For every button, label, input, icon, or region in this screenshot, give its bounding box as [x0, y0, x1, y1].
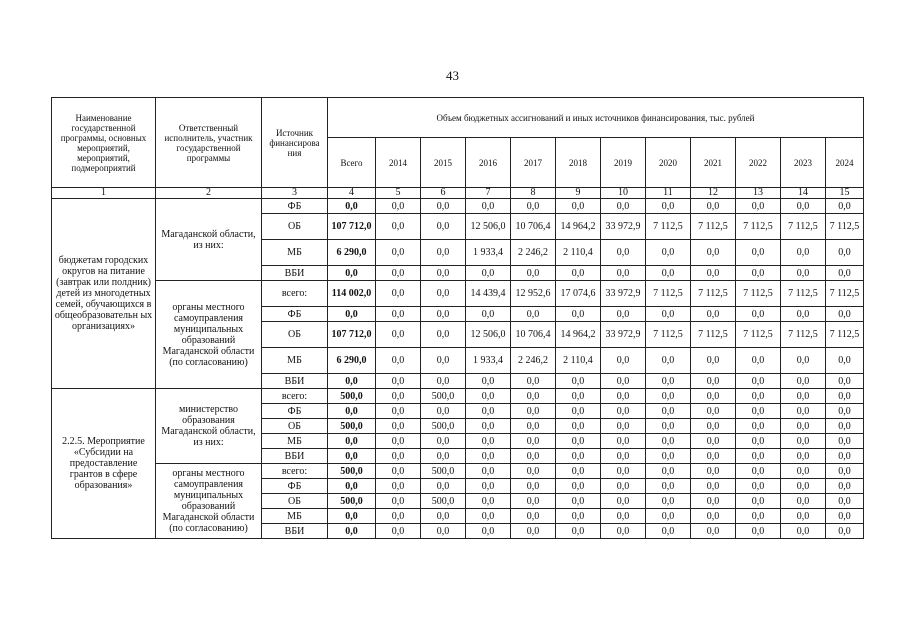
header-year: 2017: [511, 138, 556, 188]
year-value: 0,0: [511, 389, 556, 404]
header-funding: Объем бюджетных ассигнований и иных источников финансирования, тыс. рублей: [328, 98, 864, 138]
year-value: 12 506,0: [466, 214, 511, 240]
year-value: 0,0: [556, 307, 601, 322]
funding-source: МБ: [262, 434, 328, 449]
year-value: 0,0: [466, 374, 511, 389]
header-year: 2016: [466, 138, 511, 188]
year-value: 0,0: [556, 199, 601, 214]
year-value: 0,0: [421, 524, 466, 539]
year-value: 0,0: [781, 307, 826, 322]
table-row: [52, 389, 864, 404]
total-value: 500,0: [328, 464, 376, 479]
year-value: 0,0: [781, 464, 826, 479]
year-value: 0,0: [826, 524, 864, 539]
year-value: 0,0: [376, 494, 421, 509]
funding-source: ВБИ: [262, 266, 328, 281]
year-value: 0,0: [376, 464, 421, 479]
col-number: 9: [556, 188, 601, 199]
year-value: 500,0: [421, 494, 466, 509]
funding-source: всего:: [262, 464, 328, 479]
col-number: 13: [736, 188, 781, 199]
total-value: 0,0: [328, 479, 376, 494]
header-name: Наименование государственной программы, основных мероприятий, мероприятий, подмероприятий: [52, 98, 156, 188]
year-value: 0,0: [601, 374, 646, 389]
header-year: 2024: [826, 138, 864, 188]
year-value: 0,0: [376, 281, 421, 307]
year-value: 0,0: [601, 494, 646, 509]
year-value: 0,0: [511, 494, 556, 509]
executor-name: органы местного самоуправления муниципальных образований Магаданской области (по согласованию): [156, 281, 262, 389]
year-value: 0,0: [646, 494, 691, 509]
year-value: 0,0: [466, 494, 511, 509]
year-value: 0,0: [601, 449, 646, 464]
year-value: 0,0: [466, 266, 511, 281]
year-value: 0,0: [826, 434, 864, 449]
year-value: 0,0: [466, 524, 511, 539]
total-value: 500,0: [328, 419, 376, 434]
year-value: 0,0: [556, 494, 601, 509]
col-number: 4: [328, 188, 376, 199]
year-value: 0,0: [421, 307, 466, 322]
year-value: 7 112,5: [781, 214, 826, 240]
year-value: 0,0: [421, 434, 466, 449]
year-value: 7 112,5: [826, 281, 864, 307]
year-value: 0,0: [646, 404, 691, 419]
year-value: 0,0: [781, 479, 826, 494]
header-year-total: Всего: [328, 138, 376, 188]
year-value: 0,0: [826, 449, 864, 464]
year-value: 0,0: [556, 479, 601, 494]
year-value: 0,0: [826, 266, 864, 281]
total-value: 0,0: [328, 374, 376, 389]
year-value: 0,0: [781, 199, 826, 214]
funding-source: ОБ: [262, 419, 328, 434]
year-value: 0,0: [781, 419, 826, 434]
year-value: 0,0: [511, 449, 556, 464]
header-year: 2020: [646, 138, 691, 188]
year-value: 0,0: [511, 464, 556, 479]
total-value: 500,0: [328, 494, 376, 509]
funding-table: [51, 97, 864, 539]
year-value: 0,0: [601, 266, 646, 281]
year-value: 0,0: [826, 307, 864, 322]
year-value: 12 952,6: [511, 281, 556, 307]
year-value: 7 112,5: [736, 281, 781, 307]
year-value: 0,0: [421, 281, 466, 307]
total-value: 0,0: [328, 434, 376, 449]
year-value: 0,0: [466, 509, 511, 524]
header-year: 2022: [736, 138, 781, 188]
year-value: 0,0: [601, 404, 646, 419]
year-value: 7 112,5: [826, 214, 864, 240]
year-value: 0,0: [511, 479, 556, 494]
funding-source: ВБИ: [262, 524, 328, 539]
year-value: 0,0: [421, 374, 466, 389]
col-number: 14: [781, 188, 826, 199]
year-value: 0,0: [556, 449, 601, 464]
year-value: 0,0: [736, 348, 781, 374]
year-value: 0,0: [646, 266, 691, 281]
year-value: 500,0: [421, 419, 466, 434]
year-value: 0,0: [826, 240, 864, 266]
year-value: 0,0: [691, 240, 736, 266]
year-value: 0,0: [421, 199, 466, 214]
total-value: 0,0: [328, 524, 376, 539]
year-value: 14 439,4: [466, 281, 511, 307]
col-number: 3: [262, 188, 328, 199]
year-value: 0,0: [691, 199, 736, 214]
col-number: 7: [466, 188, 511, 199]
year-value: 7 112,5: [691, 322, 736, 348]
funding-source: ОБ: [262, 494, 328, 509]
year-value: 0,0: [691, 479, 736, 494]
executor-name: министерство образования Магаданской области, из них:: [156, 389, 262, 464]
year-value: 0,0: [466, 404, 511, 419]
year-value: 10 706,4: [511, 214, 556, 240]
year-value: 7 112,5: [781, 281, 826, 307]
year-value: 0,0: [466, 389, 511, 404]
year-value: 2 246,2: [511, 240, 556, 266]
total-value: 107 712,0: [328, 322, 376, 348]
year-value: 0,0: [736, 240, 781, 266]
year-value: 0,0: [736, 494, 781, 509]
year-value: 33 972,9: [601, 214, 646, 240]
year-value: 500,0: [421, 464, 466, 479]
year-value: 0,0: [466, 199, 511, 214]
year-value: 7 112,5: [646, 214, 691, 240]
year-value: 0,0: [556, 464, 601, 479]
year-value: 0,0: [601, 434, 646, 449]
year-value: 0,0: [736, 449, 781, 464]
funding-source: ФБ: [262, 307, 328, 322]
year-value: 0,0: [691, 434, 736, 449]
year-value: 0,0: [646, 240, 691, 266]
year-value: 0,0: [556, 419, 601, 434]
year-value: 7 112,5: [691, 281, 736, 307]
year-value: 0,0: [781, 509, 826, 524]
year-value: 2 110,4: [556, 240, 601, 266]
year-value: 0,0: [691, 404, 736, 419]
year-value: 0,0: [556, 509, 601, 524]
year-value: 0,0: [736, 464, 781, 479]
year-value: 0,0: [691, 374, 736, 389]
year-value: 0,0: [691, 419, 736, 434]
year-value: 0,0: [646, 374, 691, 389]
col-number: 2: [156, 188, 262, 199]
year-value: 0,0: [376, 479, 421, 494]
total-value: 0,0: [328, 199, 376, 214]
year-value: 0,0: [376, 307, 421, 322]
table-row: [52, 464, 864, 479]
header-year: 2023: [781, 138, 826, 188]
program-name: 2.2.5. Мероприятие «Субсидии на предоставление грантов в сфере образования»: [52, 389, 156, 539]
funding-source: ОБ: [262, 322, 328, 348]
year-value: 0,0: [646, 307, 691, 322]
total-value: 0,0: [328, 404, 376, 419]
year-value: 0,0: [556, 389, 601, 404]
funding-source: ФБ: [262, 199, 328, 214]
year-value: 0,0: [826, 509, 864, 524]
year-value: 0,0: [376, 348, 421, 374]
year-value: 0,0: [736, 479, 781, 494]
year-value: 17 074,6: [556, 281, 601, 307]
year-value: 0,0: [691, 509, 736, 524]
year-value: 33 972,9: [601, 281, 646, 307]
total-value: 107 712,0: [328, 214, 376, 240]
funding-source: всего:: [262, 281, 328, 307]
year-value: 7 112,5: [736, 322, 781, 348]
year-value: 0,0: [511, 509, 556, 524]
table-row: [52, 199, 864, 214]
year-value: 0,0: [376, 449, 421, 464]
year-value: 0,0: [736, 434, 781, 449]
year-value: 0,0: [736, 307, 781, 322]
funding-source: ВБИ: [262, 374, 328, 389]
year-value: 500,0: [421, 389, 466, 404]
year-value: 0,0: [376, 214, 421, 240]
year-value: 0,0: [466, 419, 511, 434]
year-value: 0,0: [646, 509, 691, 524]
year-value: 0,0: [826, 404, 864, 419]
year-value: 0,0: [421, 214, 466, 240]
year-value: 33 972,9: [601, 322, 646, 348]
year-value: 0,0: [691, 464, 736, 479]
year-value: 0,0: [646, 199, 691, 214]
year-value: 0,0: [646, 348, 691, 374]
year-value: 0,0: [736, 389, 781, 404]
year-value: 0,0: [601, 389, 646, 404]
year-value: 0,0: [826, 464, 864, 479]
col-number: 10: [601, 188, 646, 199]
year-value: 0,0: [421, 449, 466, 464]
program-name: бюджетам городских округов на питание (завтрак или полдник) детей из многодетных семей, обучающихся в общеобразовательн ых организациях»: [52, 199, 156, 389]
total-value: 0,0: [328, 509, 376, 524]
year-value: 0,0: [781, 348, 826, 374]
year-value: 0,0: [646, 464, 691, 479]
year-value: 0,0: [691, 266, 736, 281]
year-value: 0,0: [376, 374, 421, 389]
year-value: 0,0: [466, 434, 511, 449]
col-number: 1: [52, 188, 156, 199]
year-value: 0,0: [781, 449, 826, 464]
year-value: 2 110,4: [556, 348, 601, 374]
year-value: 0,0: [691, 524, 736, 539]
year-value: 0,0: [511, 266, 556, 281]
year-value: 0,0: [556, 404, 601, 419]
page-number: 43: [446, 68, 459, 83]
year-value: 0,0: [376, 434, 421, 449]
year-value: 0,0: [511, 434, 556, 449]
year-value: 0,0: [646, 479, 691, 494]
year-value: 0,0: [511, 419, 556, 434]
year-value: 0,0: [826, 479, 864, 494]
col-number: 8: [511, 188, 556, 199]
year-value: 14 964,2: [556, 214, 601, 240]
year-value: 0,0: [556, 434, 601, 449]
header-source: Источник финансирова ния: [262, 98, 328, 188]
funding-source: ВБИ: [262, 449, 328, 464]
total-value: 6 290,0: [328, 240, 376, 266]
year-value: 0,0: [556, 374, 601, 389]
year-value: 0,0: [736, 404, 781, 419]
year-value: 10 706,4: [511, 322, 556, 348]
year-value: 0,0: [376, 524, 421, 539]
year-value: 0,0: [601, 199, 646, 214]
total-value: 0,0: [328, 449, 376, 464]
year-value: 0,0: [511, 199, 556, 214]
year-value: 7 112,5: [646, 281, 691, 307]
year-value: 0,0: [601, 307, 646, 322]
year-value: 0,0: [691, 449, 736, 464]
funding-source: ФБ: [262, 404, 328, 419]
year-value: 0,0: [736, 199, 781, 214]
year-value: 0,0: [466, 307, 511, 322]
year-value: 0,0: [376, 199, 421, 214]
year-value: 0,0: [601, 419, 646, 434]
year-value: 0,0: [421, 479, 466, 494]
year-value: 0,0: [466, 464, 511, 479]
year-value: 0,0: [421, 509, 466, 524]
col-number: 15: [826, 188, 864, 199]
year-value: 0,0: [601, 464, 646, 479]
year-value: 0,0: [736, 509, 781, 524]
total-value: 500,0: [328, 389, 376, 404]
year-value: 0,0: [421, 240, 466, 266]
header-year: 2019: [601, 138, 646, 188]
funding-source: МБ: [262, 240, 328, 266]
funding-table-body: [52, 199, 864, 539]
year-value: 0,0: [736, 524, 781, 539]
year-value: 0,0: [826, 374, 864, 389]
year-value: 0,0: [376, 389, 421, 404]
year-value: 0,0: [421, 348, 466, 374]
funding-source: всего:: [262, 389, 328, 404]
header-year: 2014: [376, 138, 421, 188]
year-value: 2 246,2: [511, 348, 556, 374]
year-value: 0,0: [511, 404, 556, 419]
year-value: 0,0: [511, 374, 556, 389]
year-value: 0,0: [646, 419, 691, 434]
year-value: 0,0: [646, 434, 691, 449]
funding-table-container: [51, 97, 864, 539]
col-number: 5: [376, 188, 421, 199]
year-value: 14 964,2: [556, 322, 601, 348]
year-value: 0,0: [736, 266, 781, 281]
executor-name: органы местного самоуправления муниципальных образований Магаданской области (по согласованию): [156, 464, 262, 539]
year-value: 0,0: [691, 389, 736, 404]
year-value: 0,0: [421, 404, 466, 419]
year-value: 0,0: [691, 348, 736, 374]
year-value: 0,0: [781, 240, 826, 266]
funding-source: МБ: [262, 509, 328, 524]
year-value: 0,0: [376, 404, 421, 419]
year-value: 0,0: [646, 524, 691, 539]
year-value: 0,0: [421, 322, 466, 348]
funding-source: МБ: [262, 348, 328, 374]
year-value: 0,0: [781, 266, 826, 281]
total-value: 114 002,0: [328, 281, 376, 307]
year-value: 0,0: [691, 494, 736, 509]
col-number: 12: [691, 188, 736, 199]
year-value: 0,0: [376, 419, 421, 434]
year-value: 7 112,5: [691, 214, 736, 240]
year-value: 0,0: [376, 240, 421, 266]
header-executor: Ответственный исполнитель, участник государственной программы: [156, 98, 262, 188]
year-value: 0,0: [736, 419, 781, 434]
year-value: 0,0: [781, 374, 826, 389]
year-value: 0,0: [376, 266, 421, 281]
funding-source: ФБ: [262, 479, 328, 494]
year-value: 0,0: [421, 266, 466, 281]
year-value: 0,0: [826, 348, 864, 374]
total-value: 6 290,0: [328, 348, 376, 374]
table-row: [52, 281, 864, 307]
year-value: 0,0: [466, 449, 511, 464]
year-value: 0,0: [376, 509, 421, 524]
year-value: 12 506,0: [466, 322, 511, 348]
col-number: 11: [646, 188, 691, 199]
year-value: 0,0: [601, 479, 646, 494]
year-value: 0,0: [781, 404, 826, 419]
year-value: 0,0: [601, 240, 646, 266]
year-value: 0,0: [601, 509, 646, 524]
year-value: 0,0: [556, 266, 601, 281]
year-value: 0,0: [826, 199, 864, 214]
year-value: 0,0: [736, 374, 781, 389]
header-year: 2021: [691, 138, 736, 188]
executor-name: Магаданской области, из них:: [156, 199, 262, 281]
year-value: 0,0: [466, 479, 511, 494]
year-value: 0,0: [826, 389, 864, 404]
year-value: 0,0: [781, 389, 826, 404]
col-number: 6: [421, 188, 466, 199]
total-value: 0,0: [328, 307, 376, 322]
year-value: 0,0: [826, 494, 864, 509]
year-value: 0,0: [781, 524, 826, 539]
year-value: 0,0: [376, 322, 421, 348]
year-value: 0,0: [511, 307, 556, 322]
funding-source: ОБ: [262, 214, 328, 240]
year-value: 0,0: [601, 348, 646, 374]
year-value: 0,0: [781, 434, 826, 449]
year-value: 0,0: [781, 494, 826, 509]
year-value: 7 112,5: [736, 214, 781, 240]
year-value: 7 112,5: [781, 322, 826, 348]
year-value: 0,0: [826, 419, 864, 434]
year-value: 1 933,4: [466, 348, 511, 374]
year-value: 0,0: [646, 389, 691, 404]
year-value: 7 112,5: [646, 322, 691, 348]
year-value: 1 933,4: [466, 240, 511, 266]
year-value: 7 112,5: [826, 322, 864, 348]
year-value: 0,0: [556, 524, 601, 539]
year-value: 0,0: [691, 307, 736, 322]
total-value: 0,0: [328, 266, 376, 281]
header-year: 2015: [421, 138, 466, 188]
year-value: 0,0: [601, 524, 646, 539]
header-year: 2018: [556, 138, 601, 188]
year-value: 0,0: [511, 524, 556, 539]
year-value: 0,0: [646, 449, 691, 464]
